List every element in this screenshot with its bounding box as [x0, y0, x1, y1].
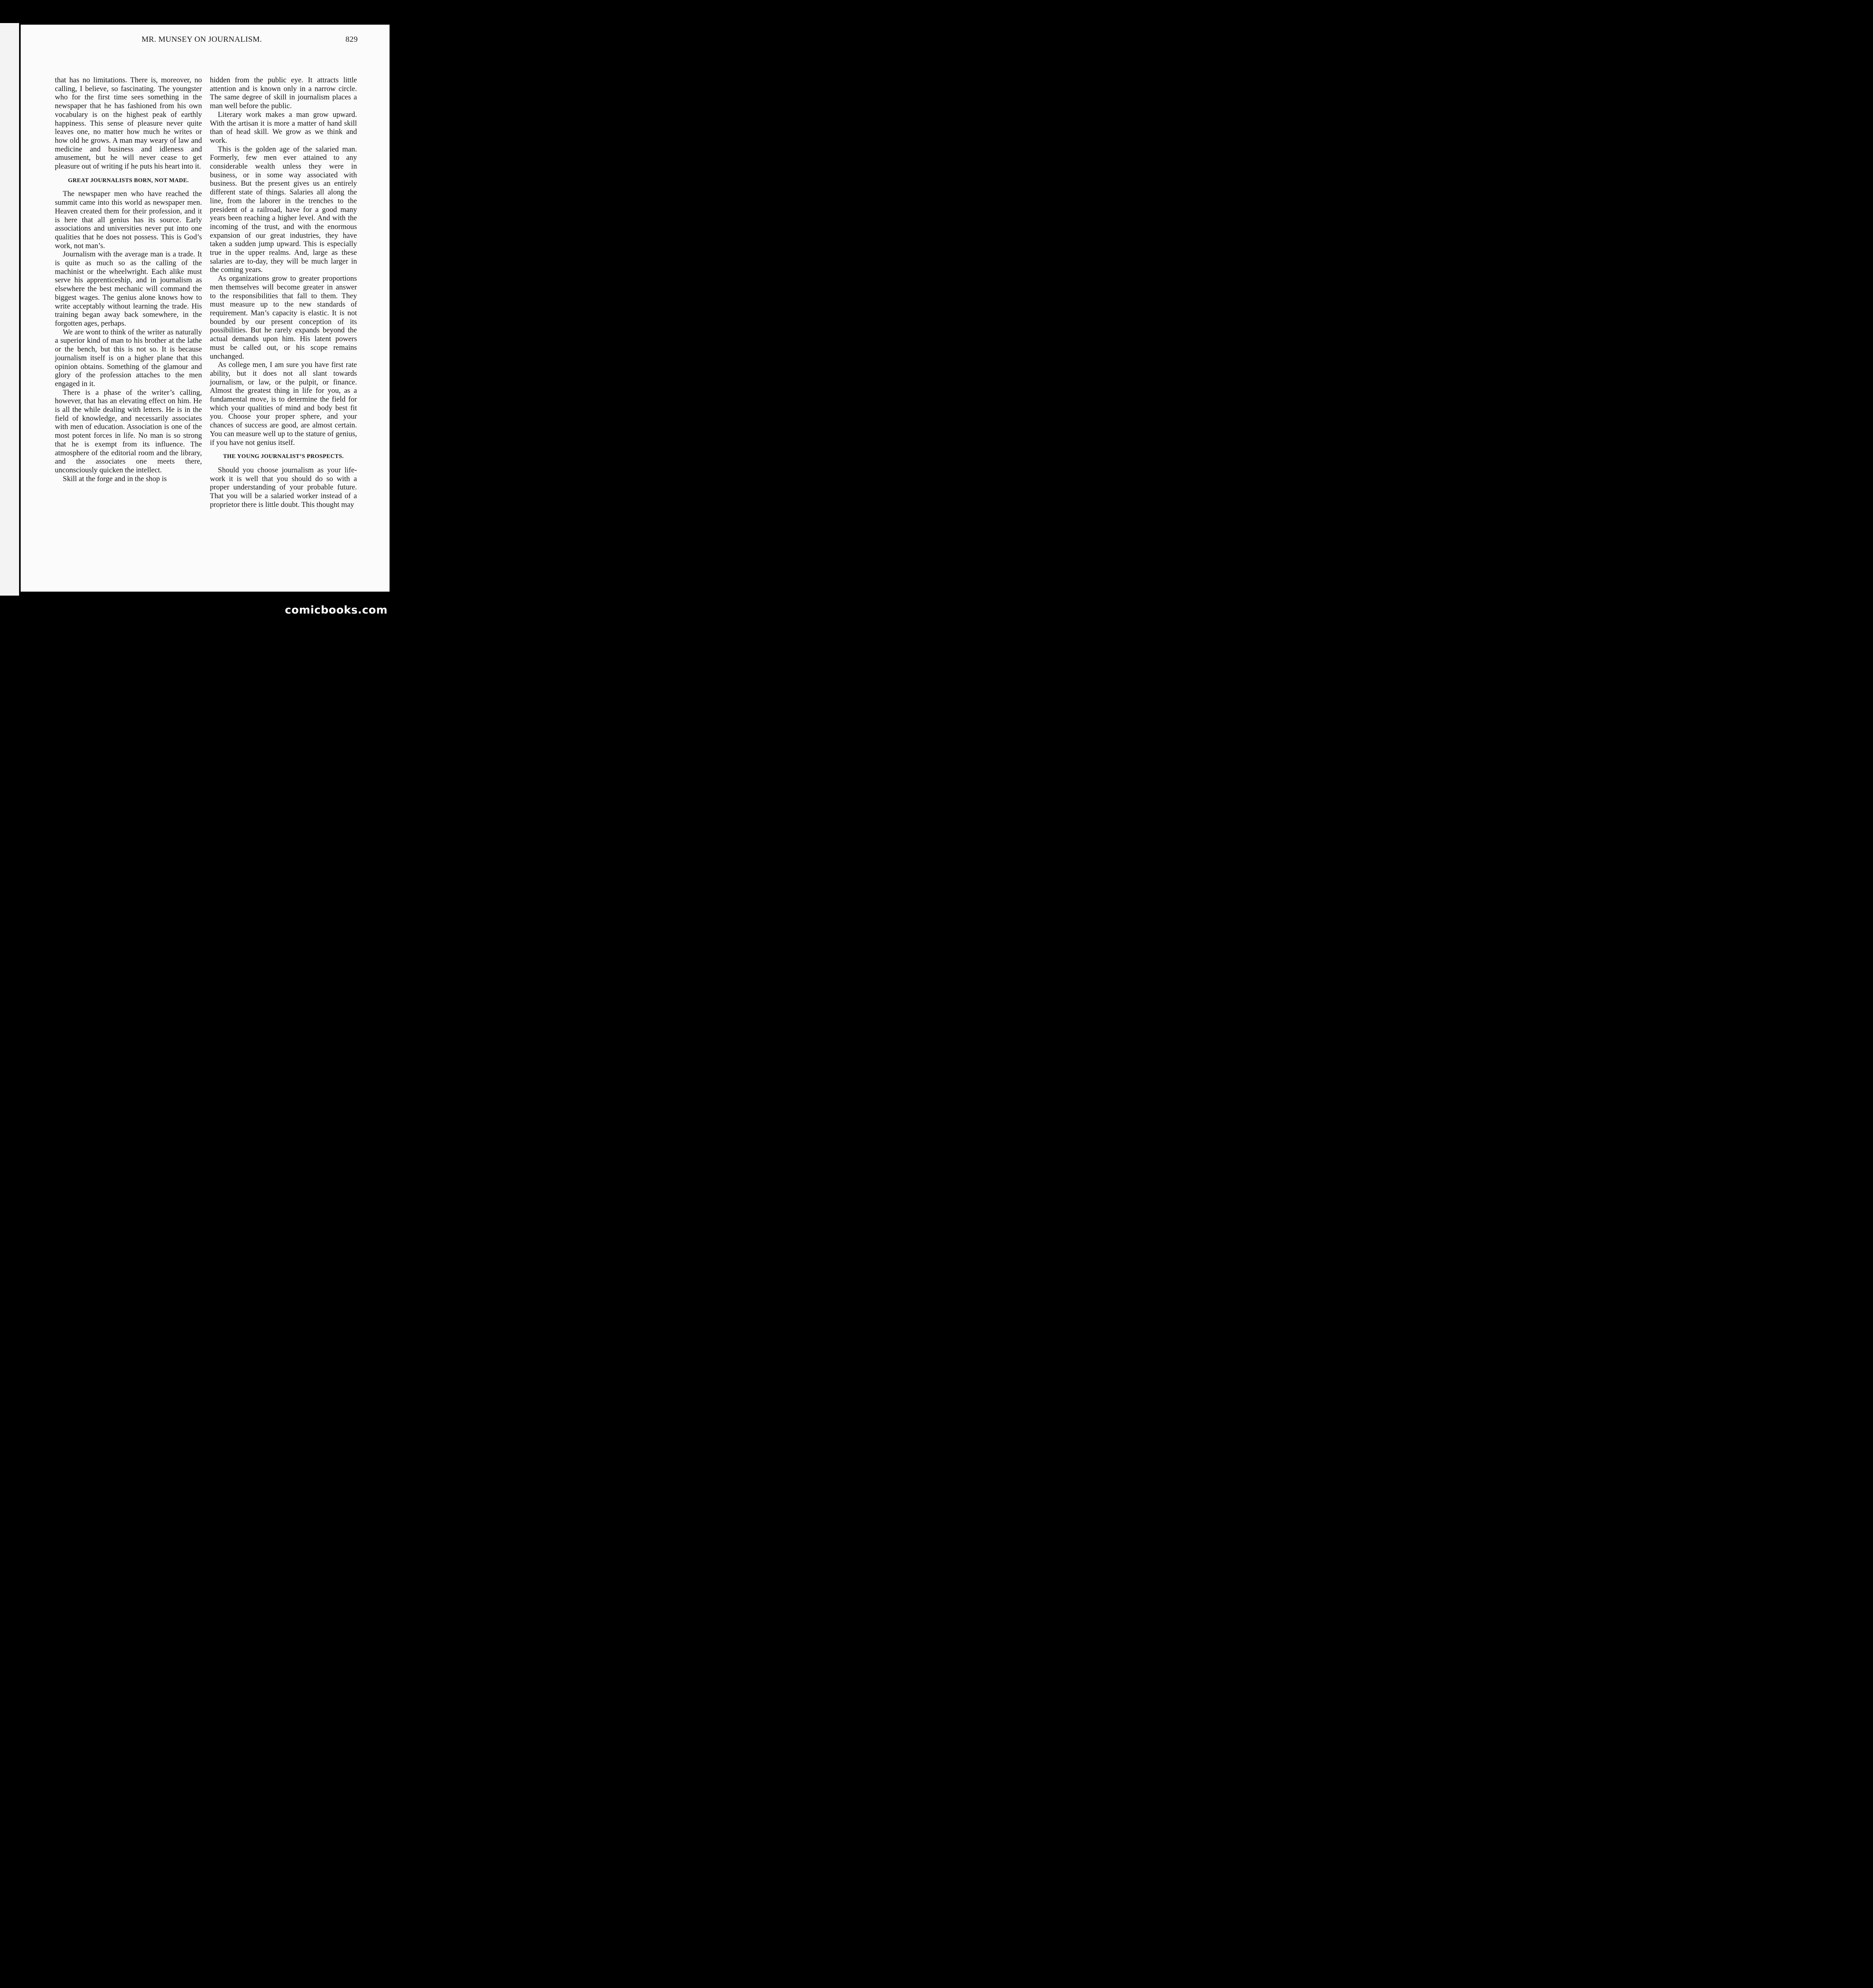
paragraph: Skill at the forge and in the shop is [63, 474, 167, 483]
paragraph: hidden from the public eye. It attracts little attention and is known only in a narrow circle. The same degree of skill in journalism places a man well before the public. [210, 76, 357, 111]
running-head-title: MR. MUNSEY ON JOURNALISM. [142, 35, 262, 44]
adjacent-page-edge [0, 23, 19, 596]
section-heading: THE YOUNG JOURNALIST’S PROSPECTS. [223, 453, 344, 460]
section-heading: GREAT JOURNALISTS BORN, NOT MADE. [68, 177, 189, 184]
paragraph: As organizations grow to greater proportions men themselves will become greater in answer to the responsibilities that fall to them. They must measure up to the new standards of requirement. Man’s capacity is elastic. It is not bounded by our present conception of its possibilities. But he rarely expands beyond the actual demands upon him. His latent powers must be called out, or his scope remains unchanged. [210, 274, 357, 361]
right-column [210, 76, 357, 509]
paragraph: We are wont to think of the writer as naturally a superior kind of man to his brother at the lathe or the bench, but this is not so. It is because journalism itself is on a higher plane that this opinion obtains. Something of the glamour and glory of the profession attaches to the men engaged in it. [55, 328, 202, 388]
paragraph: Journalism with the average man is a trade. It is quite as much so as the calling of the machinist or the wheelwright. Each alike must serve his apprenticeship, and in journalism as elsewhere the best mechanic will command the biggest wages. The genius alone knows how to write acceptably without learning the trade. His training began away back somewhere, in the forgotten ages, perhaps. [55, 250, 202, 328]
paragraph: As college men, I am sure you have first rate ability, but it does not all slant towards journalism, or law, or the pulpit, or finance. Almost the greatest thing in life for you, as a fundamental move, is to determine the field for which your qualities of mind and body best fit you. Choose your proper sphere, and your chances of success are good, are almost certain. You can measure well up to the stature of genius, if you have not genius itself. [210, 361, 357, 447]
paragraph: This is the golden age of the salaried man. Formerly, few men ever attained to any considerable wealth unless they were in business, or in some way associated with business. But the present gives us an entirely different state of things. Salaries all along the line, from the laborer in the trenches to the president of a railroad, have for a good many years been reaching a higher level. And with the incoming of the trust, and with the enormous expansion of our great industries, they have taken a sudden jump upward. This is especially true in the upper realms. And, large as these salaries are to-day, they will be much larger in the coming years. [210, 145, 357, 274]
page-number: 829 [345, 35, 358, 44]
paragraph: The newspaper men who have reached the summit came into this world as newspaper men. Heaven created them for their profession, and it is here that all genius has its source. Early associations and universities never put into one qualities that he does not possess. This is God’s work, not man’s. [55, 190, 202, 250]
paragraph: that has no limitations. There is, moreover, no calling, I believe, so fascinating. The youngster who for the first time sees something in the newspaper that he has fashioned from his own vocabulary is on the highest peak of earthly happiness. This sense of pleasure never quite leaves one, no matter how much he writes or how old he grows. A man may weary of law and medicine and business and idleness and amusement, but he will never cease to get pleasure out of writing if he puts his heart into it. [55, 76, 202, 171]
left-column [55, 76, 202, 483]
paragraph: Literary work makes a man grow upward. With the artisan it is more a matter of hand skill than of head skill. We grow as we think and work. [210, 110, 357, 145]
watermark: comicbooks.com [285, 604, 388, 616]
paragraph: There is a phase of the writer’s calling, however, that has an elevating effect on him. He is all the while dealing with letters. He is in the field of knowledge, and necessarily associates with men of education. Association is one of the most potent forces in life. No man is so strong that he is exempt from its influence. The atmosphere of the editorial room and the library, and the associates one meets there, unconsciously quicken the intellect. [55, 388, 202, 474]
paragraph: Should you choose journalism as your life-work it is well that you should do so with a proper understanding of your probable future. That you will be a salaried worker instead of a proprietor there is little doubt. This thought may [210, 466, 357, 509]
